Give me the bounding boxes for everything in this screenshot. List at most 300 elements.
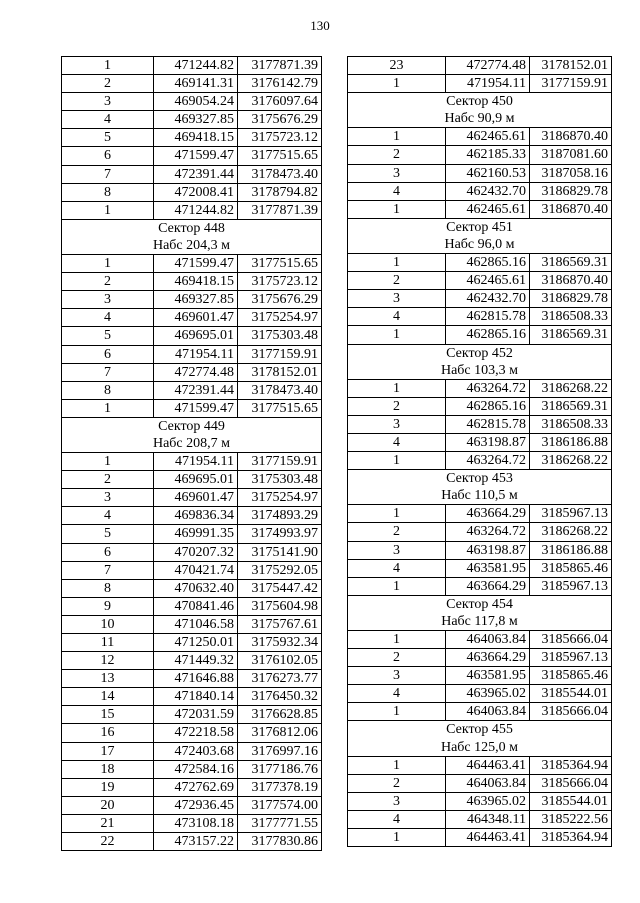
point-number: 2 (62, 75, 154, 93)
sector-height-row (348, 739, 612, 757)
point-number: 5 (62, 327, 154, 345)
x-coordinate: 471954.11 (154, 345, 238, 363)
y-coordinate: 3178794.82 (238, 183, 322, 201)
coordinates-table-left (61, 56, 322, 851)
table-row (62, 525, 322, 543)
y-coordinate: 3186829.78 (530, 182, 612, 200)
sector-height: Набс 125,0 м (348, 739, 612, 757)
point-number: 4 (62, 309, 154, 327)
y-coordinate: 3187058.16 (530, 164, 612, 182)
table-row (62, 796, 322, 814)
table-row (348, 505, 612, 523)
table-row (348, 290, 612, 308)
sector-title: Сектор 449 (62, 417, 322, 435)
point-number: 1 (348, 452, 446, 470)
sector-header-row (348, 721, 612, 739)
point-number: 4 (62, 111, 154, 129)
y-coordinate: 3175723.12 (238, 129, 322, 147)
sector-height-row (348, 236, 612, 254)
y-coordinate: 3177159.91 (238, 453, 322, 471)
sector-height-row (62, 435, 322, 453)
x-coordinate: 463198.87 (446, 433, 530, 451)
y-coordinate: 3185865.46 (530, 559, 612, 577)
y-coordinate: 3185666.04 (530, 631, 612, 649)
point-number: 2 (348, 272, 446, 290)
y-coordinate: 3185544.01 (530, 792, 612, 810)
x-coordinate: 463581.95 (446, 667, 530, 685)
sector-height: Набс 90,9 м (348, 110, 612, 128)
point-number: 4 (62, 507, 154, 525)
table-row (348, 200, 612, 218)
x-coordinate: 470421.74 (154, 561, 238, 579)
y-coordinate: 3185967.13 (530, 577, 612, 595)
point-number: 4 (348, 433, 446, 451)
y-coordinate: 3186268.22 (530, 523, 612, 541)
x-coordinate: 472031.59 (154, 706, 238, 724)
x-coordinate: 464348.11 (446, 810, 530, 828)
table-row (62, 363, 322, 381)
y-coordinate: 3186268.22 (530, 379, 612, 397)
point-number: 10 (62, 615, 154, 633)
table-row (62, 93, 322, 111)
point-number: 1 (348, 326, 446, 344)
y-coordinate: 3177159.91 (238, 345, 322, 363)
table-row (62, 255, 322, 273)
point-number: 1 (62, 453, 154, 471)
y-coordinate: 3186829.78 (530, 290, 612, 308)
table-row (62, 345, 322, 363)
table-row (348, 649, 612, 667)
y-coordinate: 3177515.65 (238, 399, 322, 417)
y-coordinate: 3175254.97 (238, 309, 322, 327)
table-row (348, 415, 612, 433)
y-coordinate: 3186268.22 (530, 452, 612, 470)
table-row (348, 182, 612, 200)
point-number: 3 (62, 489, 154, 507)
x-coordinate: 464063.84 (446, 703, 530, 721)
y-coordinate: 3186569.31 (530, 254, 612, 272)
x-coordinate: 462815.78 (446, 415, 530, 433)
table-row (348, 703, 612, 721)
x-coordinate: 471599.47 (154, 147, 238, 165)
x-coordinate: 463264.72 (446, 379, 530, 397)
table-row (62, 597, 322, 615)
point-number: 1 (62, 399, 154, 417)
table-row (348, 523, 612, 541)
y-coordinate: 3175723.12 (238, 273, 322, 291)
x-coordinate: 471954.11 (446, 75, 530, 93)
y-coordinate: 3186870.40 (530, 200, 612, 218)
table-row (62, 381, 322, 399)
y-coordinate: 3174993.97 (238, 525, 322, 543)
table-row (62, 760, 322, 778)
table-row (62, 724, 322, 742)
point-number: 1 (348, 703, 446, 721)
table-row (348, 57, 612, 75)
table-row (348, 452, 612, 470)
point-number: 8 (62, 183, 154, 201)
point-number: 15 (62, 706, 154, 724)
y-coordinate: 3176628.85 (238, 706, 322, 724)
point-number: 1 (62, 201, 154, 219)
y-coordinate: 3185666.04 (530, 774, 612, 792)
point-number: 1 (348, 200, 446, 218)
x-coordinate: 462432.70 (446, 290, 530, 308)
point-number: 2 (62, 273, 154, 291)
point-number: 3 (348, 541, 446, 559)
table-row (348, 541, 612, 559)
table-row (348, 397, 612, 415)
y-coordinate: 3177186.76 (238, 760, 322, 778)
x-coordinate: 469418.15 (154, 129, 238, 147)
table-row (348, 433, 612, 451)
sector-height-row (348, 487, 612, 505)
sector-height: Набс 204,3 м (62, 237, 322, 255)
point-number: 20 (62, 796, 154, 814)
y-coordinate: 3176273.77 (238, 670, 322, 688)
y-coordinate: 3186186.88 (530, 433, 612, 451)
y-coordinate: 3175141.90 (238, 543, 322, 561)
point-number: 9 (62, 597, 154, 615)
point-number: 7 (62, 363, 154, 381)
y-coordinate: 3176997.16 (238, 742, 322, 760)
y-coordinate: 3175604.98 (238, 597, 322, 615)
x-coordinate: 469327.85 (154, 291, 238, 309)
y-coordinate: 3177771.55 (238, 814, 322, 832)
y-coordinate: 3185865.46 (530, 667, 612, 685)
sector-title: Сектор 452 (348, 344, 612, 362)
table-row (348, 254, 612, 272)
x-coordinate: 471449.32 (154, 652, 238, 670)
table-row (62, 471, 322, 489)
y-coordinate: 3175292.05 (238, 561, 322, 579)
x-coordinate: 463664.29 (446, 505, 530, 523)
x-coordinate: 472936.45 (154, 796, 238, 814)
sector-title: Сектор 451 (348, 218, 612, 236)
x-coordinate: 471244.82 (154, 57, 238, 75)
sector-height: Набс 96,0 м (348, 236, 612, 254)
y-coordinate: 3187081.60 (530, 146, 612, 164)
point-number: 5 (62, 525, 154, 543)
y-coordinate: 3175254.97 (238, 489, 322, 507)
table-row (348, 379, 612, 397)
table-row (348, 756, 612, 774)
y-coordinate: 3185967.13 (530, 505, 612, 523)
sector-title: Сектор 453 (348, 470, 612, 488)
y-coordinate: 3186569.31 (530, 397, 612, 415)
x-coordinate: 471046.58 (154, 615, 238, 633)
x-coordinate: 470841.46 (154, 597, 238, 615)
point-number: 7 (62, 165, 154, 183)
point-number: 21 (62, 814, 154, 832)
table-row (62, 129, 322, 147)
x-coordinate: 472391.44 (154, 381, 238, 399)
table-row (62, 543, 322, 561)
y-coordinate: 3178473.40 (238, 381, 322, 399)
point-number: 4 (348, 810, 446, 828)
point-number: 2 (348, 649, 446, 667)
x-coordinate: 472584.16 (154, 760, 238, 778)
table-row (62, 111, 322, 129)
point-number: 4 (348, 308, 446, 326)
table-row (62, 561, 322, 579)
y-coordinate: 3177830.86 (238, 833, 322, 851)
x-coordinate: 462465.61 (446, 128, 530, 146)
x-coordinate: 470632.40 (154, 579, 238, 597)
x-coordinate: 472218.58 (154, 724, 238, 742)
table-row (62, 399, 322, 417)
x-coordinate: 469695.01 (154, 471, 238, 489)
table-row (62, 327, 322, 345)
point-number: 1 (62, 57, 154, 75)
x-coordinate: 472008.41 (154, 183, 238, 201)
table-row (62, 615, 322, 633)
table-row (348, 792, 612, 810)
point-number: 3 (62, 291, 154, 309)
sector-header-row (348, 595, 612, 613)
table-row (62, 57, 322, 75)
y-coordinate: 3175303.48 (238, 471, 322, 489)
x-coordinate: 462432.70 (446, 182, 530, 200)
x-coordinate: 463965.02 (446, 685, 530, 703)
y-coordinate: 3177515.65 (238, 255, 322, 273)
table-row (62, 201, 322, 219)
x-coordinate: 463581.95 (446, 559, 530, 577)
x-coordinate: 462865.16 (446, 254, 530, 272)
x-coordinate: 462865.16 (446, 326, 530, 344)
x-coordinate: 470207.32 (154, 543, 238, 561)
table-row (62, 706, 322, 724)
y-coordinate: 3185666.04 (530, 703, 612, 721)
table-row (348, 128, 612, 146)
y-coordinate: 3175932.34 (238, 634, 322, 652)
x-coordinate: 473157.22 (154, 833, 238, 851)
sector-header-row (348, 344, 612, 362)
x-coordinate: 463965.02 (446, 792, 530, 810)
point-number: 13 (62, 670, 154, 688)
table-row (62, 778, 322, 796)
y-coordinate: 3175447.42 (238, 579, 322, 597)
point-number: 12 (62, 652, 154, 670)
y-coordinate: 3186186.88 (530, 541, 612, 559)
table-row (62, 489, 322, 507)
y-coordinate: 3177515.65 (238, 147, 322, 165)
x-coordinate: 463664.29 (446, 577, 530, 595)
x-coordinate: 469601.47 (154, 309, 238, 327)
y-coordinate: 3175767.61 (238, 615, 322, 633)
table-row (348, 829, 612, 847)
table-row (348, 631, 612, 649)
x-coordinate: 463264.72 (446, 523, 530, 541)
sector-height: Набс 117,8 м (348, 613, 612, 631)
y-coordinate: 3186508.33 (530, 308, 612, 326)
sector-title: Сектор 455 (348, 721, 612, 739)
y-coordinate: 3178152.01 (530, 57, 612, 75)
x-coordinate: 471840.14 (154, 688, 238, 706)
table-row (62, 147, 322, 165)
point-number: 23 (348, 57, 446, 75)
point-number: 1 (348, 75, 446, 93)
y-coordinate: 3178152.01 (238, 363, 322, 381)
point-number: 1 (348, 505, 446, 523)
point-number: 7 (62, 561, 154, 579)
point-number: 4 (348, 182, 446, 200)
x-coordinate: 471250.01 (154, 634, 238, 652)
table-row (348, 774, 612, 792)
point-number: 3 (348, 667, 446, 685)
x-coordinate: 462465.61 (446, 272, 530, 290)
y-coordinate: 3176812.06 (238, 724, 322, 742)
x-coordinate: 472774.48 (446, 57, 530, 75)
point-number: 1 (348, 631, 446, 649)
table-row (62, 165, 322, 183)
x-coordinate: 469601.47 (154, 489, 238, 507)
point-number: 3 (348, 415, 446, 433)
point-number: 2 (348, 146, 446, 164)
table-row (348, 308, 612, 326)
point-number: 2 (348, 774, 446, 792)
point-number: 3 (348, 290, 446, 308)
point-number: 14 (62, 688, 154, 706)
table-row (348, 559, 612, 577)
sector-height-row (348, 110, 612, 128)
point-number: 1 (348, 379, 446, 397)
sector-header-row (348, 470, 612, 488)
sector-header-row (62, 417, 322, 435)
sector-header-row (348, 218, 612, 236)
y-coordinate: 3185364.94 (530, 829, 612, 847)
point-number: 1 (62, 255, 154, 273)
x-coordinate: 463664.29 (446, 649, 530, 667)
y-coordinate: 3186870.40 (530, 128, 612, 146)
x-coordinate: 469836.34 (154, 507, 238, 525)
x-coordinate: 464463.41 (446, 829, 530, 847)
x-coordinate: 472774.48 (154, 363, 238, 381)
y-coordinate: 3186508.33 (530, 415, 612, 433)
x-coordinate: 471954.11 (154, 453, 238, 471)
point-number: 22 (62, 833, 154, 851)
point-number: 1 (348, 254, 446, 272)
table-row (348, 326, 612, 344)
point-number: 6 (62, 345, 154, 363)
y-coordinate: 3175676.29 (238, 291, 322, 309)
x-coordinate: 469327.85 (154, 111, 238, 129)
x-coordinate: 462465.61 (446, 200, 530, 218)
x-coordinate: 469418.15 (154, 273, 238, 291)
point-number: 19 (62, 778, 154, 796)
y-coordinate: 3177871.39 (238, 57, 322, 75)
y-coordinate: 3175676.29 (238, 111, 322, 129)
point-number: 3 (62, 93, 154, 111)
x-coordinate: 463264.72 (446, 452, 530, 470)
point-number: 3 (348, 164, 446, 182)
y-coordinate: 3185967.13 (530, 649, 612, 667)
point-number: 3 (348, 792, 446, 810)
x-coordinate: 464063.84 (446, 631, 530, 649)
y-coordinate: 3177871.39 (238, 201, 322, 219)
table-row (62, 273, 322, 291)
point-number: 2 (62, 471, 154, 489)
y-coordinate: 3175303.48 (238, 327, 322, 345)
point-number: 4 (348, 559, 446, 577)
y-coordinate: 3185364.94 (530, 756, 612, 774)
point-number: 2 (348, 523, 446, 541)
point-number: 8 (62, 579, 154, 597)
table-row (348, 667, 612, 685)
sector-title: Сектор 450 (348, 93, 612, 111)
table-row (62, 75, 322, 93)
coordinates-table-right (347, 56, 612, 847)
sector-height: Набс 208,7 м (62, 435, 322, 453)
x-coordinate: 471244.82 (154, 201, 238, 219)
point-number: 1 (348, 756, 446, 774)
y-coordinate: 3176142.79 (238, 75, 322, 93)
table-row (348, 272, 612, 290)
point-number: 1 (348, 829, 446, 847)
table-row (62, 833, 322, 851)
x-coordinate: 471646.88 (154, 670, 238, 688)
x-coordinate: 463198.87 (446, 541, 530, 559)
y-coordinate: 3185222.56 (530, 810, 612, 828)
table-row (62, 634, 322, 652)
y-coordinate: 3174893.29 (238, 507, 322, 525)
table-row (62, 652, 322, 670)
x-coordinate: 469054.24 (154, 93, 238, 111)
x-coordinate: 464063.84 (446, 774, 530, 792)
point-number: 18 (62, 760, 154, 778)
table-row (348, 577, 612, 595)
x-coordinate: 462160.53 (446, 164, 530, 182)
x-coordinate: 471599.47 (154, 399, 238, 417)
y-coordinate: 3177378.19 (238, 778, 322, 796)
sector-height: Набс 110,5 м (348, 487, 612, 505)
y-coordinate: 3177574.00 (238, 796, 322, 814)
table-row (62, 291, 322, 309)
table-row (62, 742, 322, 760)
sector-header-row (62, 219, 322, 237)
x-coordinate: 472762.69 (154, 778, 238, 796)
point-number: 6 (62, 543, 154, 561)
sector-height-row (348, 613, 612, 631)
x-coordinate: 471599.47 (154, 255, 238, 273)
sector-header-row (348, 93, 612, 111)
table-row (62, 814, 322, 832)
y-coordinate: 3186870.40 (530, 272, 612, 290)
table-row (348, 810, 612, 828)
point-number: 2 (348, 397, 446, 415)
point-number: 16 (62, 724, 154, 742)
x-coordinate: 469141.31 (154, 75, 238, 93)
table-row (348, 164, 612, 182)
y-coordinate: 3176102.05 (238, 652, 322, 670)
point-number: 17 (62, 742, 154, 760)
sector-height: Набс 103,3 м (348, 362, 612, 380)
page-number: 130 (310, 18, 330, 33)
x-coordinate: 464463.41 (446, 756, 530, 774)
x-coordinate: 469991.35 (154, 525, 238, 543)
point-number: 8 (62, 381, 154, 399)
y-coordinate: 3177159.91 (530, 75, 612, 93)
x-coordinate: 472403.68 (154, 742, 238, 760)
y-coordinate: 3176450.32 (238, 688, 322, 706)
point-number: 4 (348, 685, 446, 703)
point-number: 6 (62, 147, 154, 165)
sector-title: Сектор 448 (62, 219, 322, 237)
table-row (62, 670, 322, 688)
x-coordinate: 469695.01 (154, 327, 238, 345)
x-coordinate: 462185.33 (446, 146, 530, 164)
table-row (348, 685, 612, 703)
